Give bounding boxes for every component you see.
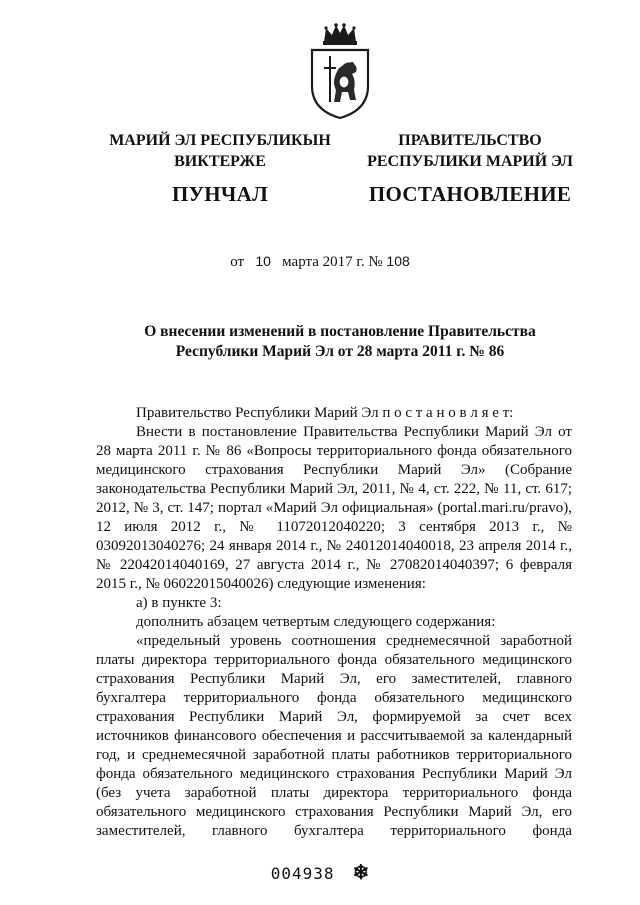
subject-line1: О внесении изменений в постановление Правительства [144,323,536,340]
footer [0,860,640,885]
body-paragraph-addition: дополнить абзацем четвертым следующего содержания: [136,614,496,630]
document-number: 108 [386,253,410,269]
header-mari-line1: МАРИЙ ЭЛ РЕСПУБЛИКЫН [109,132,331,149]
serial-number: 004938 [270,864,335,883]
header-mari [90,130,350,205]
body-paragraph-quote: «предельный уровень соотношения среднемесячной заработной платы директора территориального фонда обязательного медицинского страхования Республики Марий Эл, его заместителей, главного бухгалтера территориального фонда обязательного медицинского страхования Республики Марий Эл, формируемой за счет всех источников финансового обеспечения и рассчитываемой за календарный год, и среднемесячной заработной платы работников территориального фонда обязательного медицинского страхования Республики Марий Эл (без учета заработной платы директора территориального фонда обязательного медицинского страхования Республики Марий Эл, его заместителей, главного бухгалтера территориального фонда [96,633,572,839]
header-russian-line2: РЕСПУБЛИКИ МАРИЙ ЭЛ [367,153,573,170]
header-russian-doc-type: ПОСТАНОВЛЕНИЕ [368,182,572,206]
date-day: 10 [255,253,271,269]
coat-of-arms-icon [300,20,380,120]
document-body [96,404,572,841]
body-paragraph-preamble: Правительство Республики Марий Эл п о с т а н о в л я е т: [136,405,514,421]
date-text: марта 2017 г. № [282,254,383,270]
document-subject [80,322,600,362]
body-paragraph-amendment: Внести в постановление Правительства Республики Марий Эл от 28 марта 2011 г. № 86 «Вопросы территориального фонда обязательного медицинского страхования Республики Марий Эл» (Собрание законодательства Республики Марий Эл, 2011, № 4, ст. 222, № 11, ст. 617; 2012, № 3, ст. 147; портал «Марий Эл официальная» (portal.mari.ru/pravo), 12 июля 2012 г., № 11072012040220; 3 сентября 2013 г., № 03092013040276; 24 января 2014 г., № 24012014040018, 23 апреля 2014 г., № 22042014040169, 27 августа 2014 г., № 27082014040397; 6 февраля 2015 г., № 06022015040026) следующие изменения: [96,424,572,592]
date-line [0,253,640,271]
snowflake-icon: ❄ [352,862,370,884]
header-mari-doc-type: ПУНЧАЛ [171,182,269,206]
header-russian-line1: ПРАВИТЕЛЬСТВО [398,132,542,149]
header-russian [360,130,580,205]
body-paragraph-item-a: а) в пункте 3: [136,595,222,611]
date-prefix: от [230,254,245,270]
subject-line2: Республики Марий Эл от 28 марта 2011 г. № 86 [175,343,505,360]
header-mari-line2: ВИКТЕРЖЕ [174,153,266,170]
